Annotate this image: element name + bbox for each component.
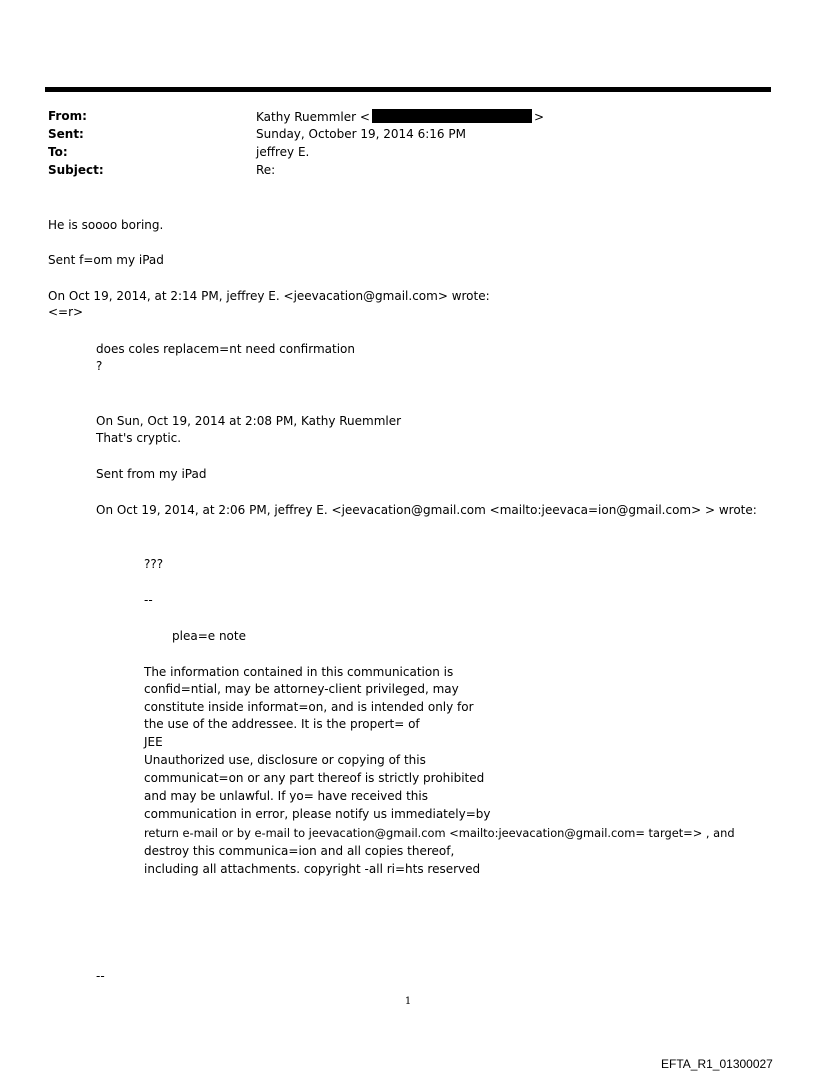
- subject-label: Subject:: [48, 163, 104, 177]
- disclaimer-line: destroy this communica=ion and all copies thereof,: [144, 844, 455, 858]
- page-number: 1: [404, 996, 412, 1007]
- quoted-line: ?: [96, 359, 103, 373]
- signature-text: Sent f=om my iPad: [48, 253, 164, 267]
- sent-value: Sunday, October 19, 2014 6:16 PM: [256, 127, 466, 141]
- disclaimer-line: including all attachments. copyright -all ri=hts reserved: [144, 862, 481, 876]
- disclaimer-line: and may be unlawful. If yo= have received this: [144, 789, 428, 803]
- disclaimer-line: return e-mail or by e-mail to jeevacation@gmail.com <mailto:jeevacation@gmail.com= target=> , and: [144, 826, 735, 840]
- header-divider: [45, 87, 771, 92]
- disclaimer-line: confid=ntial, may be attorney-client privileged, may: [144, 682, 459, 696]
- disclaimer-line: Unauthorized use, disclosure or copying of this: [144, 753, 426, 767]
- disclaimer-line: JEE: [144, 735, 163, 749]
- disclaimer-line: the use of the addressee. It is the propert= of: [144, 717, 420, 731]
- quote-intro: On Oct 19, 2014, at 2:14 PM, jeffrey E. <jeevacation@gmail.com> wrote:: [48, 289, 490, 303]
- quoted-intro: On Oct 19, 2014, at 2:06 PM, jeffrey E. <jeevacation@gmail.com <mailto:jeevaca=ion@gmail.com> > wrote:: [96, 503, 757, 517]
- to-value: jeffrey E.: [256, 145, 310, 159]
- document-id: EFTA_R1_01300027: [661, 1057, 773, 1071]
- to-label: To:: [48, 145, 68, 159]
- subject-value: Re:: [256, 163, 276, 177]
- disclaimer-line: constitute inside informat=on, and is intended only for: [144, 700, 474, 714]
- from-value: [256, 109, 544, 125]
- quoted-line: That's cryptic.: [96, 431, 182, 445]
- redaction-bar: [372, 109, 532, 123]
- quote-tag: <=r>: [48, 305, 84, 319]
- quoted-note: plea=e note: [172, 629, 246, 643]
- disclaimer-line: communicat=on or any part thereof is strictly prohibited: [144, 771, 485, 785]
- quoted-intro: On Sun, Oct 19, 2014 at 2:08 PM, Kathy Ruemmler: [96, 414, 402, 428]
- from-name: Kathy Ruemmler <: [256, 110, 370, 124]
- sent-label: Sent:: [48, 127, 84, 141]
- quoted-dashes: --: [144, 593, 153, 607]
- from-label: From:: [48, 109, 87, 123]
- quoted-line: ???: [144, 557, 164, 571]
- from-close: >: [533, 110, 544, 124]
- end-dashes: --: [96, 969, 105, 983]
- disclaimer-line: communication in error, please notify us immediately=by: [144, 807, 491, 821]
- reply-text: He is soooo boring.: [48, 218, 164, 232]
- quoted-line: does coles replacem=nt need confirmation: [96, 342, 355, 356]
- quoted-signature: Sent from my iPad: [96, 467, 207, 481]
- disclaimer-line: The information contained in this communication is: [144, 665, 454, 679]
